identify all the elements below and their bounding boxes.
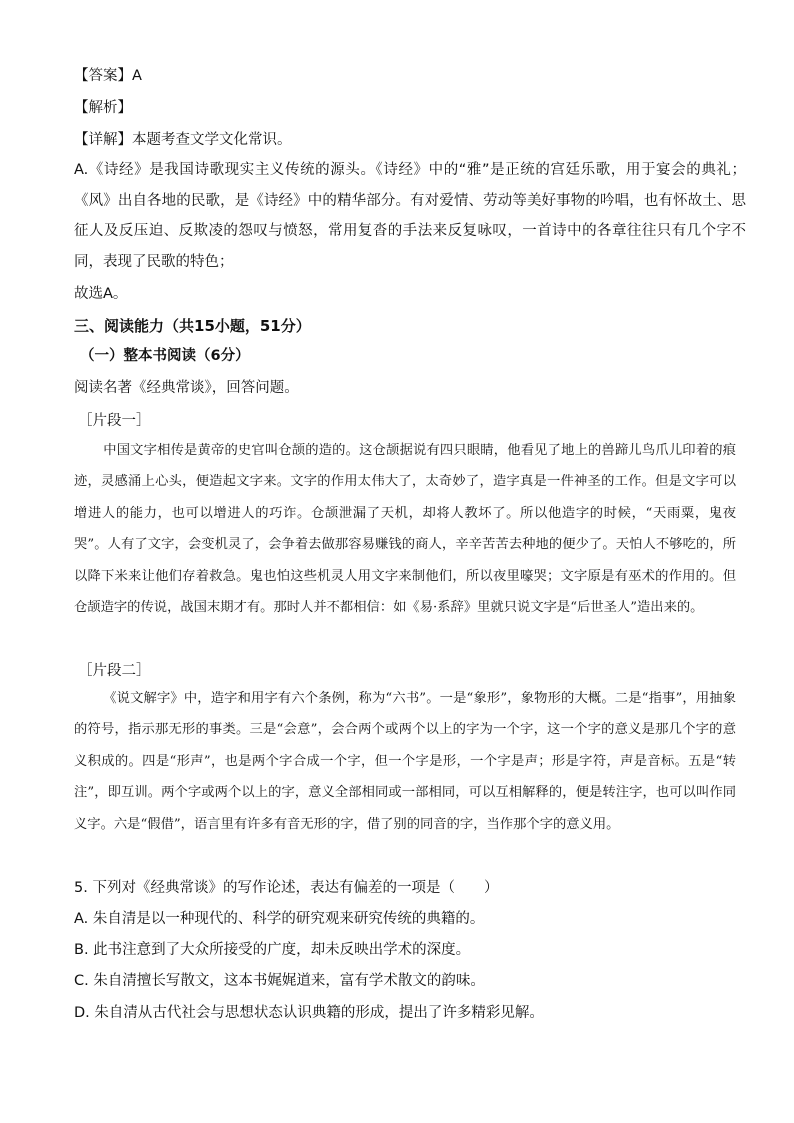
section-title: 三、阅读能力（共15小题，51分）	[74, 317, 311, 335]
answer-line	[74, 66, 142, 86]
answer-value: A	[132, 68, 142, 84]
explanation-paragraph: A.《诗经》是我国诗歌现实主义传统的源头。《诗经》中的“雅”是正统的宫廷乐歌，用于宴会的典礼；《风》出自各地的民歌，是《诗经》中的精华部分。有对爱情、劳动等美好事物的吟唱，也有怀故土、思征人及反压迫、反欺凌的怨叹与愤怒，常用复沓的手法来反复咏叹，一首诗中的各章往往只有几个字不同，表现了民歌的特色；	[74, 162, 746, 270]
answer-label: 【答案】	[74, 68, 132, 84]
fragment-two-label: ［片段二］	[78, 663, 151, 679]
fragment-two-text: 《说文解字》中，造字和用字有六个条例，称为“六书”。一是“象形”，象物形的大概。二是“指事”，用抽象的符号，指示那无形的事类。三是“会意”，会合两个或两个以上的字为一个字，这一个字的意义是那几个字的意义积成的。四是“形声”，也是两个字合成一个字，但一个字是形，一个字是声；形是字符，声是音标。五是“转注”，即互训。两个字或两个以上的字，意义全部相同或一部相同，可以互相解释的，便是转注字，也可以叫作同义字。六是“假借”，语言里有许多有音无形的字，借了别的同音的字，当作那个字的意义用。	[74, 691, 736, 832]
detail-line: 【详解】本题考查文学文化常识。	[74, 132, 292, 148]
conclusion-line: 故选A。	[74, 286, 128, 302]
fragment-one-label: ［片段一］	[78, 413, 151, 429]
reading-instruction: 阅读名著《经典常谈》，回答问题。	[74, 380, 299, 396]
analysis-label: 【解析】	[74, 100, 132, 116]
option-a[interactable]: A. 朱自清是以一种现代的、科学的研究观来研究传统的典籍的。	[74, 911, 485, 927]
question-stem: 5. 下列对《经典常谈》的写作论述，表达有偏差的一项是（ ）	[74, 880, 499, 896]
option-b[interactable]: B. 此书注意到了大众所接受的广度，却未反映出学术的深度。	[74, 942, 471, 958]
option-c[interactable]: C. 朱自清擅长写散文，这本书娓娓道来，富有学术散文的韵味。	[74, 973, 485, 989]
subsection-title: （一）整本书阅读（6分）	[80, 348, 250, 364]
fragment-one-text: 中国文字相传是黄帝的史官叫仓颉的造的。这仓颉据说有四只眼睛，他看见了地上的兽蹄儿鸟爪儿印着的痕迹，灵感涌上心头，便造起文字来。文字的作用太伟大了，太奇妙了，造字真是一件神圣的工作。但是文字可以增进人的能力，也可以增进人的巧诈。仓颉泄漏了天机，却将人教坏了。所以他造字的时候，“天雨粟，鬼夜哭”。人有了文字，会变机灵了，会争着去做那容易赚钱的商人，辛辛苦苦去种地的便少了。天怕人不够吃的，所以降下米来让他们存着救急。鬼也怕这些机灵人用文字来制他们，所以夜里嚎哭；文字原是有巫术的作用的。但仓颉造字的传说，战国末期才有。那时人并不都相信：如《易·系辞》里就只说文字是“后世圣人”造出来的。	[74, 443, 736, 616]
option-d[interactable]: D. 朱自清从古代社会与思想状态认识典籍的形成，提出了许多精彩见解。	[74, 1005, 544, 1021]
